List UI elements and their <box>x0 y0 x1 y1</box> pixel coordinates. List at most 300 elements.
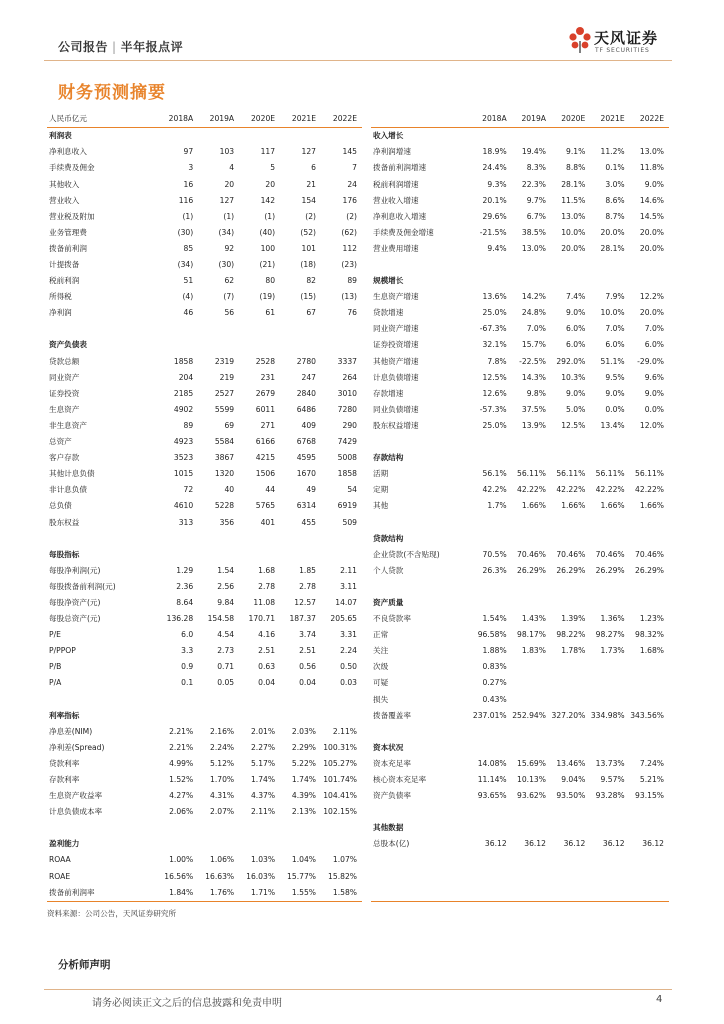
value-cell: 44 <box>265 485 276 495</box>
value-cell: 219 <box>219 372 235 382</box>
row-label: ROAE <box>49 871 71 881</box>
value-cell <box>157 820 198 836</box>
value-cell <box>551 820 590 836</box>
value-cell: 3010 <box>337 388 357 398</box>
table-row <box>371 579 669 595</box>
value-cell: (40) <box>259 227 276 237</box>
section-title: 其他数据 <box>373 823 404 833</box>
header-year-cell: 2022E <box>630 110 669 128</box>
value-cell: 7280 <box>337 404 357 414</box>
left-financial-table <box>47 110 362 902</box>
row-label: P/E <box>49 630 61 640</box>
value-cell: 0.56 <box>299 662 317 672</box>
value-cell <box>590 820 629 836</box>
value-cell: -21.5% <box>479 227 507 237</box>
value-cell: 1.84% <box>157 884 198 901</box>
value-cell <box>198 836 239 852</box>
section-title: 利率指标 <box>49 710 80 720</box>
value-cell: 3.11 <box>340 581 357 591</box>
value-cell: 10.3% <box>561 372 586 382</box>
value-cell: 2.13% <box>291 807 317 817</box>
row-label <box>371 514 472 530</box>
value-cell: 32.1% <box>482 340 507 350</box>
value-cell: 14.5% <box>639 211 664 221</box>
value-cell: 24 <box>347 179 357 189</box>
table-row <box>371 723 669 739</box>
row-label: 净利息收入增速 <box>373 211 427 221</box>
value-cell <box>551 659 590 675</box>
value-cell: 2.24% <box>210 742 235 752</box>
value-cell <box>630 595 669 611</box>
section-row <box>47 707 362 723</box>
value-cell: 14.08% <box>477 758 507 768</box>
value-cell: (1) <box>182 211 194 221</box>
value-cell: 13.73% <box>595 758 625 768</box>
value-cell: 105.27% <box>323 758 357 768</box>
table-row <box>47 386 362 402</box>
value-cell: 9.5% <box>605 372 625 382</box>
value-cell <box>198 707 239 723</box>
value-cell: 19.4% <box>521 147 546 157</box>
value-cell <box>157 546 198 562</box>
value-cell <box>321 321 362 337</box>
value-cell: 36.12 <box>484 839 507 849</box>
value-cell <box>630 659 669 675</box>
value-cell: 6486 <box>296 404 317 414</box>
table-row <box>371 225 669 241</box>
value-cell: 1.70% <box>210 775 235 784</box>
value-cell <box>551 723 590 739</box>
value-cell <box>590 514 629 530</box>
value-cell: 93.28% <box>595 791 625 801</box>
row-label: 存款利率 <box>49 775 80 784</box>
value-cell <box>512 868 551 884</box>
value-cell: 25.0% <box>482 308 507 318</box>
value-cell: 9.0% <box>566 308 586 318</box>
table-row <box>47 160 362 176</box>
value-cell: 1506 <box>255 469 276 479</box>
value-cell <box>551 595 590 611</box>
row-label: 正常 <box>373 630 389 640</box>
row-label <box>47 530 157 546</box>
value-cell: 12.2% <box>639 292 664 302</box>
value-cell: 7429 <box>337 437 357 447</box>
value-cell <box>512 852 551 868</box>
value-cell: 8.6% <box>605 195 625 205</box>
value-cell <box>630 852 669 868</box>
row-label: 活期 <box>373 469 389 479</box>
value-cell <box>630 273 669 289</box>
header-divider <box>44 60 672 61</box>
header-year-cell: 2018A <box>157 110 198 128</box>
row-label: 拨备前利润率 <box>47 884 157 901</box>
value-cell: 204 <box>178 372 194 382</box>
value-cell: 7.4% <box>566 292 586 302</box>
row-label: 生息资产收益率 <box>49 791 103 801</box>
table-row <box>47 804 362 820</box>
value-cell: 112 <box>342 243 357 253</box>
table-row <box>371 418 669 434</box>
value-cell <box>590 659 629 675</box>
value-cell: 0.50 <box>340 662 357 672</box>
value-cell <box>630 675 669 691</box>
value-cell: 2780 <box>296 356 317 366</box>
value-cell: 2.11% <box>332 726 357 736</box>
value-cell <box>472 128 511 145</box>
value-cell: 409 <box>301 420 317 430</box>
value-cell <box>472 530 511 546</box>
value-cell: 72 <box>183 485 194 495</box>
row-label <box>371 257 472 273</box>
table-row <box>47 563 362 579</box>
row-label: 次级 <box>373 662 389 672</box>
section-row <box>47 337 362 353</box>
value-cell <box>630 450 669 466</box>
row-label: 关注 <box>373 646 389 656</box>
value-cell: 96.58% <box>477 630 507 640</box>
value-cell <box>321 836 362 852</box>
row-label: 贷款增速 <box>373 308 404 318</box>
value-cell: 20.0% <box>561 243 586 253</box>
value-cell <box>512 740 551 756</box>
value-cell: 93.62% <box>517 791 546 801</box>
value-cell: (19) <box>259 292 276 302</box>
value-cell: (15) <box>300 292 317 302</box>
table-row <box>47 482 362 498</box>
table-row <box>371 176 669 192</box>
value-cell: 2.78 <box>299 581 317 591</box>
value-cell: 2527 <box>214 388 235 398</box>
value-cell: 102.15% <box>323 807 357 817</box>
value-cell: 36.12 <box>602 839 625 849</box>
section-title: 资本状况 <box>373 742 404 752</box>
value-cell <box>590 740 629 756</box>
table-row <box>47 353 362 369</box>
value-cell <box>472 434 511 450</box>
value-cell <box>590 530 629 546</box>
table-row <box>371 144 669 160</box>
value-cell: 9.0% <box>644 388 664 398</box>
value-cell: 2528 <box>255 356 276 366</box>
section-title: 每股指标 <box>49 549 80 559</box>
value-cell <box>280 321 321 337</box>
value-cell: 14.6% <box>639 195 664 205</box>
value-cell <box>321 707 362 723</box>
value-cell: 3.3 <box>181 646 194 656</box>
value-cell <box>472 852 511 868</box>
value-cell: 0.04 <box>299 678 317 688</box>
value-cell <box>157 707 198 723</box>
row-label <box>47 321 157 337</box>
value-cell: 42.22% <box>595 485 625 495</box>
value-cell <box>198 546 239 562</box>
value-cell <box>551 450 590 466</box>
value-cell: 54 <box>347 485 357 495</box>
value-cell <box>512 820 551 836</box>
value-cell: 1.66% <box>521 501 546 511</box>
value-cell: 6.7% <box>526 211 546 221</box>
value-cell: 4.27% <box>169 791 194 801</box>
doc-type: 公司报告 <box>58 40 109 54</box>
value-cell <box>590 691 629 707</box>
value-cell: 89 <box>347 276 357 286</box>
value-cell <box>630 884 669 901</box>
value-cell: 6768 <box>296 437 317 447</box>
value-cell: 2.51 <box>299 646 317 656</box>
row-label: P/PPOP <box>49 646 76 656</box>
value-cell <box>512 659 551 675</box>
value-cell: 6919 <box>337 501 357 511</box>
value-cell: 5765 <box>255 501 276 511</box>
value-cell <box>512 257 551 273</box>
value-cell: 327.20% <box>551 710 586 720</box>
value-cell: 0.05 <box>217 678 235 688</box>
value-cell: 3337 <box>337 356 357 366</box>
value-cell: 170.71 <box>248 614 276 624</box>
value-cell: 145 <box>342 147 357 157</box>
value-cell: 9.4% <box>487 243 507 253</box>
page-number: 4 <box>656 994 663 1005</box>
value-cell: 2.01% <box>250 726 276 736</box>
logo-name: 天风证券 <box>594 29 659 47</box>
value-cell <box>280 337 321 353</box>
value-cell <box>239 128 280 145</box>
value-cell: 11.2% <box>600 147 625 157</box>
table-row <box>371 514 669 530</box>
value-cell: 36.12 <box>642 839 664 849</box>
value-cell: 1.66% <box>561 501 586 511</box>
value-cell: 1.39% <box>561 614 586 624</box>
value-cell: 70.46% <box>517 549 546 559</box>
value-cell: 11.5% <box>561 195 586 205</box>
value-cell: 16.63% <box>205 871 235 881</box>
value-cell: 4.99% <box>169 758 194 768</box>
value-cell <box>472 868 511 884</box>
value-cell: 20.0% <box>600 227 625 237</box>
row-label: 每股拨备前利润(元) <box>49 581 116 591</box>
row-label <box>47 691 157 707</box>
table-row <box>371 434 669 450</box>
row-label <box>371 884 472 901</box>
value-cell: 9.04% <box>561 775 586 784</box>
value-cell: 42.22% <box>517 485 546 495</box>
analyst-statement-heading: 分析师声明 <box>58 959 111 971</box>
value-cell: 9.7% <box>526 195 546 205</box>
value-cell: 16.56% <box>164 871 194 881</box>
value-cell: 11.14% <box>477 775 507 784</box>
value-cell: 9.0% <box>566 388 586 398</box>
section-title: 收入增长 <box>373 131 404 141</box>
value-cell: 25.0% <box>482 420 507 430</box>
row-label: 净利差(Spread) <box>49 742 105 752</box>
value-cell: 26.29% <box>556 565 586 575</box>
value-cell: 1.73% <box>600 646 625 656</box>
value-cell: 3.74 <box>299 630 317 640</box>
value-cell <box>590 852 629 868</box>
section-title: 存款结构 <box>373 453 404 463</box>
header-year-cell: 2021E <box>590 110 629 128</box>
value-cell: 20.0% <box>639 227 664 237</box>
value-cell: 0.27% <box>482 678 507 688</box>
table-row <box>47 225 362 241</box>
value-cell: 16.03% <box>246 871 276 881</box>
value-cell: 154 <box>301 195 317 205</box>
row-label: 每股总资产(元) <box>49 614 101 624</box>
value-cell: 2.21% <box>169 742 194 752</box>
value-cell <box>472 257 511 273</box>
value-cell: 2679 <box>255 388 276 398</box>
company-logo <box>568 24 678 60</box>
table-row <box>371 884 669 901</box>
section-row <box>47 128 362 145</box>
value-cell <box>472 273 511 289</box>
value-cell: 176 <box>342 195 357 205</box>
row-label: 所得税 <box>49 292 72 302</box>
row-label: 营业收入 <box>49 195 80 205</box>
row-label: 业务管理费 <box>49 227 87 237</box>
value-cell <box>551 530 590 546</box>
value-cell: 20 <box>224 179 235 189</box>
value-cell <box>280 707 321 723</box>
value-cell: 10.0% <box>561 227 586 237</box>
value-cell: 56.11% <box>635 469 664 479</box>
value-cell <box>472 595 511 611</box>
row-label: 其他收入 <box>49 179 80 189</box>
value-cell: 356 <box>219 517 235 527</box>
value-cell: 247 <box>301 372 317 382</box>
value-cell <box>551 579 590 595</box>
value-cell: 7.0% <box>605 324 625 334</box>
value-cell: 1.83% <box>521 646 546 656</box>
value-cell: (13) <box>341 292 357 302</box>
value-cell <box>512 723 551 739</box>
value-cell <box>630 691 669 707</box>
value-cell: 6314 <box>296 501 317 511</box>
value-cell: 82 <box>306 276 317 286</box>
row-label: 证券投资增速 <box>373 340 419 350</box>
value-cell: 1.7% <box>487 501 507 511</box>
value-cell: 14.07 <box>335 597 357 607</box>
row-label: 其他计息负债 <box>49 469 95 479</box>
value-cell: 13.0% <box>561 211 586 221</box>
value-cell: 7.0% <box>526 324 546 334</box>
value-cell <box>590 595 629 611</box>
table-row <box>47 611 362 627</box>
value-cell: 36.12 <box>563 839 586 849</box>
value-cell <box>472 740 511 756</box>
value-cell: 101 <box>301 243 317 253</box>
value-cell: 0.04 <box>258 678 276 688</box>
value-cell: 9.1% <box>566 147 586 157</box>
value-cell <box>630 514 669 530</box>
value-cell <box>321 128 362 145</box>
section-row <box>371 273 669 289</box>
row-label: 贷款总额 <box>49 356 80 366</box>
table-row <box>371 369 669 385</box>
value-cell: -22.5% <box>519 356 546 366</box>
value-cell <box>590 804 629 820</box>
value-cell: 97 <box>183 147 194 157</box>
value-cell: 103 <box>219 147 235 157</box>
value-cell: 70.46% <box>635 549 664 559</box>
value-cell <box>157 128 198 145</box>
row-label: 每股净资产(元) <box>49 597 101 607</box>
value-cell: 12.5% <box>482 372 507 382</box>
value-cell: 28.1% <box>561 179 586 189</box>
value-cell: -67.3% <box>479 324 507 334</box>
table-row <box>47 289 362 305</box>
table-row <box>371 241 669 257</box>
row-label <box>47 820 157 836</box>
value-cell: 8.64 <box>176 597 194 607</box>
table-row <box>47 868 362 884</box>
value-cell: 0.1% <box>605 163 625 173</box>
row-label <box>371 723 472 739</box>
table-row <box>371 852 669 868</box>
value-cell <box>239 530 280 546</box>
table-row <box>371 353 669 369</box>
value-cell: 56.11% <box>595 469 625 479</box>
value-cell <box>472 884 511 901</box>
row-label: 资产负债率 <box>373 791 411 801</box>
table-row <box>47 418 362 434</box>
table-row <box>371 337 669 353</box>
table-row <box>47 257 362 273</box>
value-cell: 13.9% <box>521 420 546 430</box>
value-cell: 89 <box>183 420 194 430</box>
value-cell <box>157 530 198 546</box>
value-cell: 101.74% <box>323 775 357 784</box>
header-year-cell: 2020E <box>551 110 590 128</box>
value-cell: 4.54 <box>217 630 235 640</box>
value-cell: 14.3% <box>521 372 546 382</box>
value-cell <box>551 675 590 691</box>
value-cell <box>321 691 362 707</box>
row-label: 每股净利润(元) <box>49 565 101 575</box>
value-cell <box>239 707 280 723</box>
value-cell <box>472 820 511 836</box>
table-row <box>47 756 362 772</box>
value-cell <box>198 691 239 707</box>
value-cell <box>590 723 629 739</box>
value-cell: 9.0% <box>644 179 664 189</box>
value-cell: 4923 <box>173 437 194 447</box>
table-row <box>371 257 669 273</box>
value-cell <box>551 691 590 707</box>
value-cell: 7.8% <box>487 356 507 366</box>
section-title: 资产负债表 <box>49 340 87 350</box>
value-cell <box>590 257 629 273</box>
value-cell <box>512 514 551 530</box>
table-row <box>47 434 362 450</box>
footer-divider <box>44 989 672 990</box>
row-label: 净利息收入 <box>49 147 87 157</box>
value-cell: (52) <box>300 227 317 237</box>
right-financial-table <box>371 110 669 902</box>
row-label <box>371 852 472 868</box>
value-cell: 7.0% <box>644 324 664 334</box>
value-cell <box>551 273 590 289</box>
value-cell: 1.29 <box>176 565 194 575</box>
value-cell <box>280 691 321 707</box>
logo-subtitle: TF SECURITIES <box>595 47 650 54</box>
row-label: 总股本(亿) <box>373 839 410 849</box>
row-label: 计息负债增速 <box>373 372 419 382</box>
row-label <box>371 804 472 820</box>
value-cell: (1) <box>264 211 276 221</box>
value-cell: 51 <box>183 276 194 286</box>
row-label: 损失 <box>373 694 389 704</box>
